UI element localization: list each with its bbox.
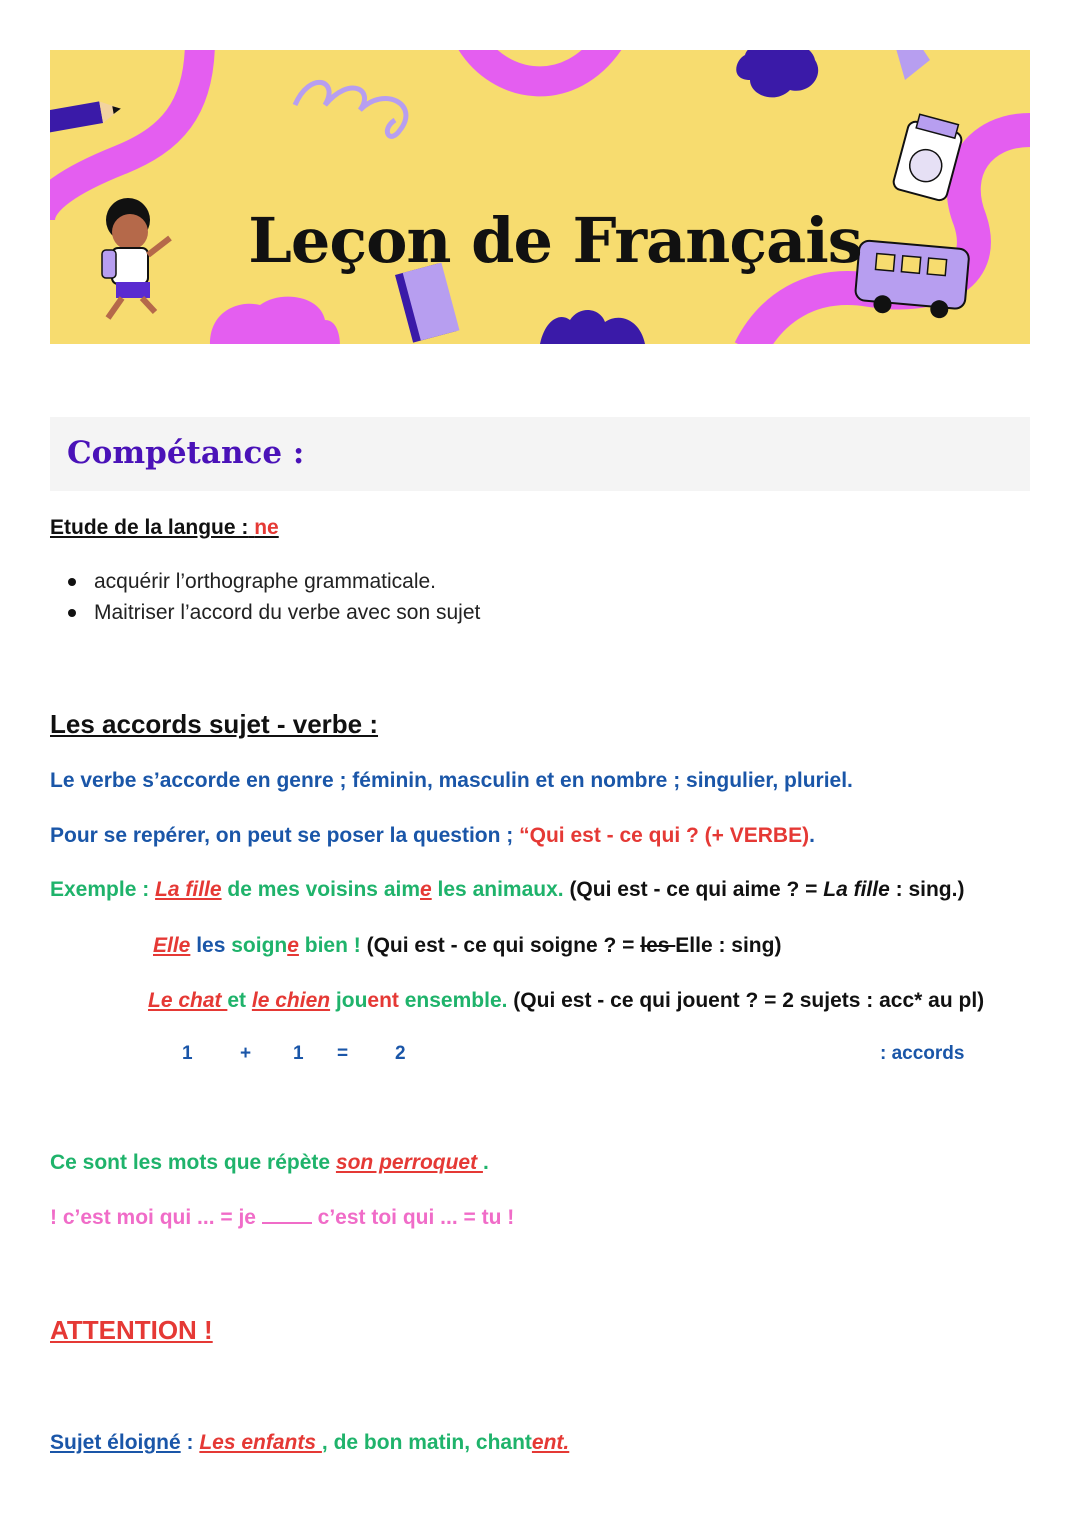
rule-line-2 (50, 822, 815, 850)
verb-ending: ent (367, 989, 399, 1012)
etude-value: ne (254, 516, 279, 539)
example-line-2 (153, 932, 781, 960)
example-tail: : sing.) (889, 878, 965, 901)
example-text: , de bon matin, chant (321, 1431, 532, 1454)
list-item: acquérir l’orthographe grammaticale. (50, 566, 480, 597)
example-label: Exemple : (50, 878, 156, 901)
list-item: Maitriser l’accord du verbe avec son sujet (50, 597, 480, 628)
competence-box (50, 417, 1030, 491)
example-text: les animaux. (431, 878, 570, 901)
blank-line (262, 1206, 312, 1224)
example-tail: Elle : sing) (675, 934, 782, 957)
example-subject: Le chat (148, 989, 228, 1012)
parrot-dot: . (482, 1151, 489, 1174)
math-plus: + (240, 1043, 252, 1064)
banner-illustration (50, 50, 1030, 344)
example-verb: soign (231, 934, 288, 957)
page-title: Leçon de Français (248, 204, 862, 277)
parrot-highlight: son perroquet (335, 1151, 483, 1174)
example-text: et (227, 989, 252, 1012)
lesson-banner (50, 50, 1030, 344)
etude-line (50, 514, 279, 542)
attention-heading: ATTENTION ! (50, 1315, 213, 1345)
example-subject: Elle (153, 934, 191, 957)
rule-question: “Qui est - ce qui ? (+ VERBE) (519, 824, 810, 847)
example-answer: La fille (823, 878, 890, 901)
etude-label: Etude de la langue : (50, 516, 249, 539)
parrot-text: Ce sont les mots que répète (50, 1151, 336, 1174)
example-subject: le chien (251, 989, 331, 1012)
example-question: (Qui est - ce qui jouent ? = 2 sujets : acc* au pl) (513, 989, 985, 1012)
verb-ending: ent. (531, 1431, 570, 1454)
section-heading: Les accords sujet - verbe : (50, 709, 379, 739)
example-question: (Qui est - ce qui soigne ? = (366, 934, 641, 957)
example-text: les (190, 934, 232, 957)
competence-heading: Compétance : (67, 435, 305, 471)
pronoun-tu: c’est toi qui ... = tu ! (311, 1206, 515, 1229)
pronoun-je: ! c’est moi qui ... = je (50, 1206, 262, 1229)
rule-line-2-text: Pour se repérer, on peut se poser la question ; (50, 824, 520, 847)
rule-line-1: Le verbe s’accorde en genre ; féminin, masculin et en nombre ; singulier, pluriel. (50, 769, 853, 792)
example-verb: jou (330, 989, 368, 1012)
sujet-colon: : (180, 1431, 200, 1454)
example-question: (Qui est - ce qui aime ? = (569, 878, 824, 901)
math-1b: 1 (293, 1043, 304, 1064)
example-text: de mes voisins aim (221, 878, 421, 901)
math-equals: = (337, 1043, 349, 1064)
math-note: : accords (880, 1043, 965, 1064)
example-line-1 (50, 876, 964, 904)
sujet-label: Sujet éloigné (50, 1431, 181, 1454)
example-line-3 (148, 987, 984, 1015)
struck-word: les (640, 934, 676, 957)
rule-line-2-end: . (809, 824, 815, 847)
objectives-list (50, 566, 480, 628)
parrot-line (50, 1149, 489, 1177)
example-subject: La fille (155, 878, 222, 901)
example-subject: Les enfants (199, 1431, 322, 1454)
math-1a: 1 (182, 1043, 193, 1064)
example-text: ensemble. (398, 989, 514, 1012)
verb-ending: e (420, 878, 432, 901)
example-text: bien ! (298, 934, 367, 957)
math-2: 2 (395, 1043, 406, 1064)
verb-ending: e (287, 934, 299, 957)
sujet-eloigne-line (50, 1429, 569, 1457)
pronoun-line (50, 1204, 514, 1232)
